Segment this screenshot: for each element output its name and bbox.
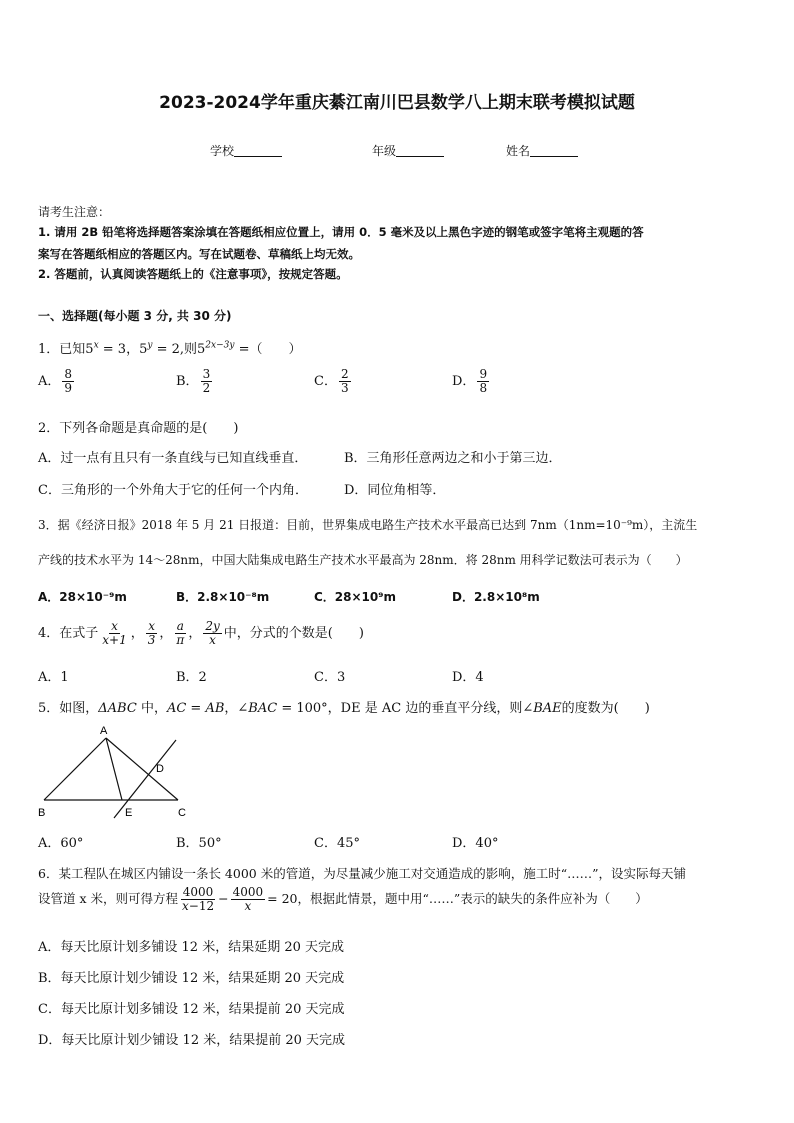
school-label: 学校 (210, 144, 235, 158)
perpendicular-bisector-de (114, 740, 176, 818)
q5-option-c[interactable]: C．45° (314, 836, 360, 851)
q6-option-b[interactable]: B．每天比原计划少铺设 12 米，结果延期 20 天完成 (38, 971, 345, 986)
q1-option-b[interactable]: B． $\frac{3}{2}$ (176, 367, 211, 395)
label-b: B (38, 807, 46, 819)
label-d: D (156, 763, 164, 775)
q3-option-a[interactable]: A．28×10⁻⁹m (38, 590, 127, 604)
q1-option-c[interactable]: C． $\frac{2}{3}$ (314, 367, 349, 395)
q4-option-b[interactable]: B．2 (176, 670, 207, 685)
segment-ae (106, 738, 122, 800)
question-3-line-1: 3．据《经济日报》2018 年 5 月 21 日报道：目前，世界集成电路生产技术水平最高已达到 7nm（1nm=10⁻⁹m），主流生 (38, 518, 698, 532)
triangle-figure (30, 722, 200, 822)
q6-option-c[interactable]: C．每天比原计划多铺设 12 米，结果提前 20 天完成 (38, 1002, 345, 1017)
question-4-stem: 4．在式子 $\frac{x}{x+1}$ ， $\frac{x}{3}$ ， $\frac{a}{\pi}$ ， $\frac{2y}{x}$ 中，分式的个数是( ) (38, 619, 364, 647)
name-blank[interactable] (530, 144, 578, 157)
q4-option-c[interactable]: C．3 (314, 670, 346, 685)
q2-option-a[interactable]: A．过一点有且只有一条直线与已知直线垂直． (38, 451, 308, 466)
q5-option-a[interactable]: A．60° (38, 836, 84, 851)
question-2-stem: 2．下列各命题是真命题的是( ) (38, 421, 239, 436)
question-5-stem: 5．如图，ΔABC 中，AC = AB，∠BAC = 100°，DE 是 AC 边的垂直平分线，则∠BAE的度数为( ) (38, 701, 650, 716)
segment-ab (44, 738, 106, 800)
name-field[interactable] (506, 142, 578, 159)
school-field[interactable] (210, 142, 282, 159)
label-a: A (100, 725, 108, 737)
notice-heading: 请考生注意： (38, 205, 111, 219)
q5-option-d[interactable]: D．40° (452, 836, 499, 851)
q6-option-d[interactable]: D．每天比原计划少铺设 12 米，结果提前 20 天完成 (38, 1033, 346, 1048)
notice-line-1b: 案写在答题纸相应的答题区内。写在试题卷、草稿纸上均无效。 (38, 247, 360, 261)
grade-label: 年级 (372, 144, 397, 158)
page-title: 2023-2024学年重庆綦江南川巴县数学八上期末联考模拟试题 (159, 93, 635, 113)
q2-option-c[interactable]: C．三角形的一个外角大于它的任何一个内角． (38, 483, 308, 498)
q4-option-d[interactable]: D．4 (452, 670, 484, 685)
notice-line-1: 1. 请用 2B 铅笔将选择题答案涂填在答题纸相应位置上，请用 0．5 毫米及以上黑色字迹的钢笔或签字笔将主观题的答 (38, 225, 644, 239)
q2-option-d[interactable]: D．同位角相等． (344, 483, 446, 498)
school-blank[interactable] (234, 144, 282, 157)
q2-option-b[interactable]: B．三角形任意两边之和小于第三边． (344, 451, 562, 466)
question-6-line-2: 设管道 x 米，则可得方程 $\frac{4000}{x-12}$ − $\frac{4000}{x}$ = 20，根据此情景，题中用“……”表示的缺失的条件应补为（ ） (38, 885, 648, 913)
segment-ac (106, 738, 178, 800)
label-c: C (178, 807, 186, 819)
question-1-stem: 1．已知$5^x = 3$，$5^y = 2$,则$5^{2x-3y}$ =（ ） (38, 340, 302, 357)
q3-option-c[interactable]: C．28×10⁹m (314, 590, 397, 604)
name-label: 姓名 (506, 144, 531, 158)
q5-option-b[interactable]: B．50° (176, 836, 222, 851)
section-heading: 一、选择题(每小题 3 分, 共 30 分) (38, 309, 232, 323)
question-6-line-1: 6．某工程队在城区内铺设一条长 4000 米的管道，为尽量减少施工对交通造成的影响，施工时“……”，设实际每天铺 (38, 866, 686, 881)
grade-field[interactable] (372, 142, 444, 159)
grade-blank[interactable] (396, 144, 444, 157)
question-3-line-2: 产线的技术水平为 14～28nm，中国大陆集成电路生产技术水平最高为 28nm．将 28nm 用科学记数法可表示为（ ） (38, 553, 688, 567)
q4-option-a[interactable]: A．1 (38, 670, 69, 685)
q1-option-a[interactable]: A． $\frac{8}{9}$ (38, 367, 73, 395)
q1-option-d[interactable]: D． $\frac{9}{8}$ (452, 367, 488, 395)
notice-line-2: 2. 答题前，认真阅读答题纸上的《注意事项》，按规定答题。 (38, 267, 348, 281)
q3-option-d[interactable]: D．2.8×10⁸m (452, 590, 540, 604)
label-e: E (125, 807, 133, 819)
q3-option-b[interactable]: B．2.8×10⁻⁸m (176, 590, 270, 604)
q6-option-a[interactable]: A．每天比原计划多铺设 12 米，结果延期 20 天完成 (38, 940, 345, 955)
